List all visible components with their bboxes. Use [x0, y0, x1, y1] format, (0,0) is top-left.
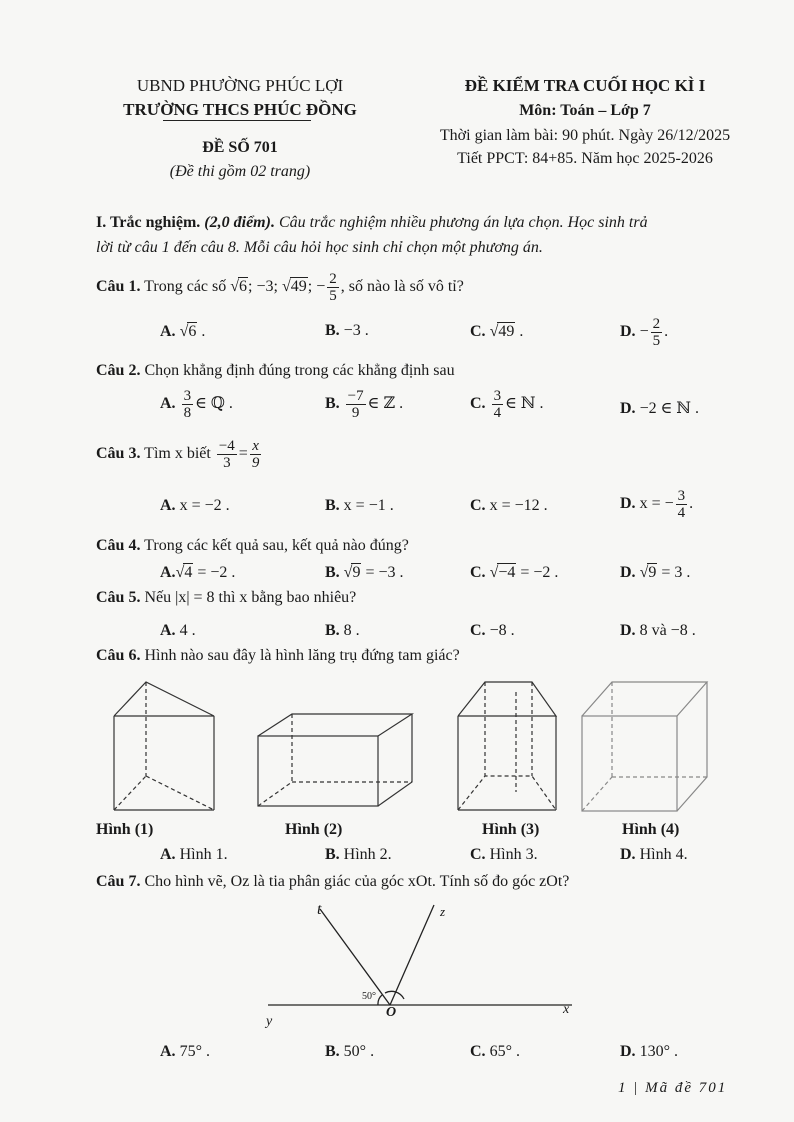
label-y: y	[266, 1014, 273, 1029]
label-o: O	[386, 1005, 397, 1020]
q5-option-a[interactable]: A. 4 .	[160, 622, 196, 639]
q7-option-a[interactable]: A. 75° .	[160, 1043, 210, 1060]
q4-option-a[interactable]: A.√4 = −2 .	[160, 564, 236, 581]
exam-title: ĐỀ KIỂM TRA CUỐI HỌC KÌ I	[464, 76, 706, 95]
q3-option-b[interactable]: B. x = −1 .	[325, 497, 394, 514]
q5-option-c[interactable]: C. −8 .	[470, 622, 515, 639]
figure-4-cube	[582, 682, 707, 811]
question-7: Câu 7. Cho hình vẽ, Oz là tia phân giác của góc xOt. Tính số đo góc zOt?	[96, 873, 570, 890]
q5-option-b[interactable]: B. 8 .	[325, 622, 360, 639]
label-angle: 50°	[362, 991, 376, 1002]
q3-option-a[interactable]: A. x = −2 .	[160, 497, 230, 514]
q6-option-a[interactable]: A. Hình 1.	[160, 846, 228, 863]
figure-3-prism	[458, 682, 556, 810]
q4-option-d[interactable]: D. √9 = 3 .	[620, 564, 691, 581]
solid-figures	[100, 672, 740, 822]
q6-option-b[interactable]: B. Hình 2.	[325, 846, 392, 863]
q1-option-c[interactable]: C. √49 .	[470, 323, 524, 340]
question-5: Câu 5. Nếu |x| = 8 thì x bằng bao nhiêu?	[96, 589, 357, 606]
q7-option-b[interactable]: B. 50° .	[325, 1043, 375, 1060]
header-left-line1: UBND PHƯỜNG PHÚC LỢI	[136, 76, 344, 95]
q1-option-b[interactable]: B. −3 .	[325, 322, 369, 339]
exam-time: Thời gian làm bài: 90 phút. Ngày 26/12/2025	[439, 127, 731, 144]
q1-option-d[interactable]: D. − $\frac{2}{5}$ .	[620, 316, 669, 349]
q2-option-c[interactable]: C. $\frac{3}{4}$ ∈ ℕ .	[470, 388, 544, 421]
figure-1-caption: Hình (1)	[96, 821, 154, 838]
ray-oz	[390, 905, 434, 1005]
q2-option-d[interactable]: D. −2 ∈ ℕ .	[620, 400, 700, 417]
q4-option-c[interactable]: C. √−4 = −2 .	[470, 564, 559, 581]
figure-2-caption: Hình (2)	[285, 821, 343, 838]
angle-arc	[378, 995, 382, 1005]
label-z: z	[440, 904, 446, 919]
question-1: Câu 1. Trong các số √6; −3; √49; − $\frac{2}{5}$ , số nào là số vô tỉ?	[96, 271, 464, 304]
header-underline	[163, 120, 311, 121]
question-4: Câu 4. Trong các kết quả sau, kết quả nào đúng?	[96, 537, 409, 554]
question-6: Câu 6. Hình nào sau đây là hình lăng trụ đứng tam giác?	[96, 647, 460, 664]
question-3: Câu 3. Tìm x biết $\frac{-4}{3}$ = $\frac{x}{9}$	[96, 438, 260, 471]
section-desc: lời từ câu 1 đến câu 8. Mỗi câu hỏi học sinh chỉ chọn một phương án.	[96, 239, 543, 256]
figure-2-rectangular-box	[258, 714, 412, 806]
q6-option-d[interactable]: D. Hình 4.	[620, 846, 688, 863]
exam-period: Tiết PPCT: 84+85. Năm học 2025-2026	[457, 150, 713, 167]
q3-option-c[interactable]: C. x = −12 .	[470, 497, 548, 514]
page-footer: 1 | Mã đề 701	[618, 1080, 728, 1096]
exam-code: ĐỀ SỐ 701	[202, 139, 278, 156]
angle-diagram	[260, 895, 580, 1035]
q7-option-d[interactable]: D. 130° .	[620, 1043, 678, 1060]
q3-option-d[interactable]: D. x = − $\frac{3}{4}$ .	[620, 488, 694, 521]
q4-option-b[interactable]: B. √9 = −3 .	[325, 564, 404, 581]
q1-option-a[interactable]: A. √6 .	[160, 323, 206, 340]
label-x: x	[563, 1002, 570, 1017]
figure-1-triangular-prism	[114, 682, 214, 810]
label-t: t	[317, 901, 322, 918]
pages-note: (Đề thi gồm 02 trang)	[169, 163, 311, 180]
q5-option-d[interactable]: D. 8 và −8 .	[620, 622, 696, 639]
q6-option-c[interactable]: C. Hình 3.	[470, 846, 538, 863]
exam-subject: Môn: Toán – Lớp 7	[519, 102, 651, 119]
ray-ot	[320, 909, 390, 1005]
q7-option-c[interactable]: C. 65° .	[470, 1043, 520, 1060]
q2-option-a[interactable]: A. $\frac{3}{8}$ ∈ ℚ .	[160, 388, 233, 421]
section-title: I. Trắc nghiệm. (2,0 điểm). Câu trắc nghiệm nhiều phương án lựa chọn. Học sinh trả	[96, 214, 648, 231]
q2-option-b[interactable]: B. $\frac{-7}{9}$ ∈ ℤ .	[325, 388, 404, 421]
figure-3-caption: Hình (3)	[482, 821, 540, 838]
figure-4-caption: Hình (4)	[622, 821, 680, 838]
header-school-name: TRƯỜNG THCS PHÚC ĐỒNG	[123, 100, 357, 119]
question-2: Câu 2. Chọn khẳng định đúng trong các khẳng định sau	[96, 362, 455, 379]
